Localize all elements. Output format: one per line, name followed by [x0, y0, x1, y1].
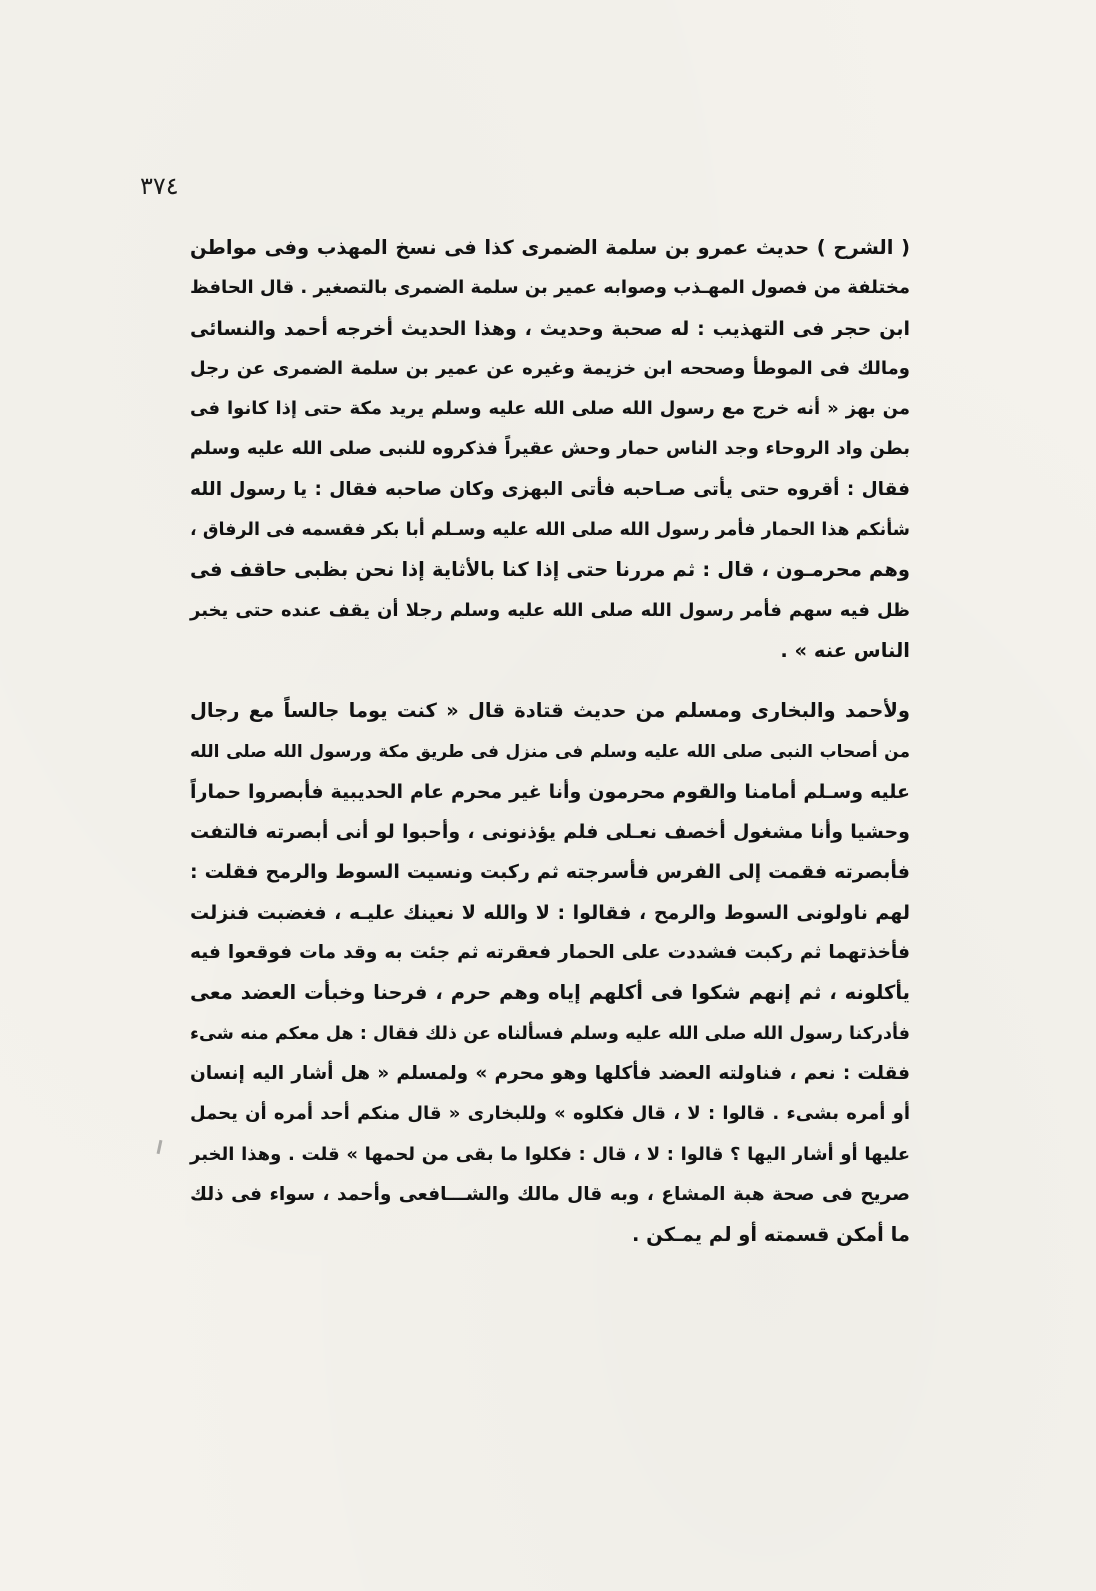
text-line: فأخذتهما ثم ركبت فشددت على الحمار فعقرته ثم جئت به وقد مات فوقعوا فيه: [190, 942, 910, 964]
text-line: الناس عنه » .: [780, 638, 910, 662]
text-line: فقال : أقروه حتى يأتى صـاحبه فأتى البهزى وكان صاحبه فقال : يا رسول الله: [190, 478, 910, 500]
text-line: مختلفة من فصول المهـذب وصوابه عمير بن سلمة الضمرى بالتصغير . قال الحافظ: [190, 277, 910, 299]
margin-pencil-mark: [157, 1140, 163, 1154]
text-line: أو أمره بشىء . قالوا : لا ، قال فكلوه » وللبخارى « قال منكم أحد أمره أن يحمل: [190, 1103, 910, 1125]
text-line: وهم محرمـون ، قال : ثم مررنا حتى إذا كنا بالأثاية إذا نحن بظبى حاقف فى: [190, 558, 910, 582]
text-line: شأنكم هذا الحمار فأمر رسول الله صلى الله عليه وسـلم أبا بكر فقسمه فى الرفاق ،: [190, 520, 910, 541]
text-line: فأبصرته فقمت إلى الفرس فأسرجته ثم ركبت ونسيت السوط والرمح فقلت :: [190, 861, 910, 884]
text-line: عليه وسـلم أمامنا والقوم محرمون وأنا غير محرم عام الحديبية فأبصروا حماراً: [190, 780, 910, 803]
text-line: من أصحاب النبى صلى الله عليه وسلم فى منزل فى طريق مكة ورسول الله صلى الله: [190, 741, 910, 762]
text-line: صريح فى صحة هبة المشاع ، وبه قال مالك والشـــافعى وأحمد ، سواء فى ذلك: [190, 1183, 910, 1205]
text-line: عليها أو أشار اليها ؟ قالوا : لا ، قال : فكلوا ما بقى من لحمها » قلت . وهذا الخبر: [190, 1143, 910, 1165]
text-line: ما أمكن قسمته أو لم يمـكن .: [631, 1223, 910, 1247]
page-body: [190, 228, 910, 1255]
hadith-paragraph: [190, 691, 910, 1255]
text-line: ومالك فى الموطأ وصححه ابن خزيمة وغيره عن عمير بن سلمة الضمرى عن رجل: [190, 357, 910, 379]
text-line: من بهز « أنه خرج مع رسول الله صلى الله عليه وسلم يريد مكة حتى إذا كانوا فى: [190, 398, 910, 420]
text-line: لهم ناولونى السوط والرمح ، فقالوا : لا والله لا نعينك عليـه ، فغضبت فنزلت: [190, 901, 910, 924]
text-line: ظل فيه سهم فأمر رسول الله صلى الله عليه وسلم رجلا أن يقف عنده حتى يخبر: [190, 599, 910, 621]
text-line: بطن واد الروحاء وجد الناس حمار وحش عقيراً فذكروه للنبى صلى الله عليه وسلم: [190, 438, 910, 460]
text-line: ابن حجر فى التهذيب : له صحبة وحديث ، وهذا الحديث أخرجه أحمد والنسائى: [190, 317, 910, 340]
page-number: ٣٧٤: [140, 172, 179, 200]
text-line: وحشيا وأنا مشغول أخصف نعـلى فلم يؤذنونى ، وأحبوا لو أنى أبصرته فالتفت: [190, 821, 910, 844]
text-line: فقلت : نعم ، فناولته العضد فأكلها وهو محرم » ولمسلم « هل أشار اليه إنسان: [190, 1062, 910, 1084]
text-line: فأدركنا رسول الله صلى الله عليه وسلم فسألناه عن ذلك فقال : هل معكم منه شىء: [190, 1023, 910, 1044]
text-line: ( الشرح ) حديث عمرو بن سلمة الضمرى كذا فى نسخ المهذب وفى مواطن: [190, 236, 910, 259]
commentary-paragraph: [190, 228, 910, 671]
text-line: ولأحمد والبخارى ومسلم من حديث قتادة قال « كنت يوما جالساً مع رجال: [190, 699, 910, 723]
text-line: يأكلونه ، ثم إنهم شكوا فى أكلهم إياه وهم حرم ، فرحنا وخبأت العضد معى: [190, 981, 910, 1005]
